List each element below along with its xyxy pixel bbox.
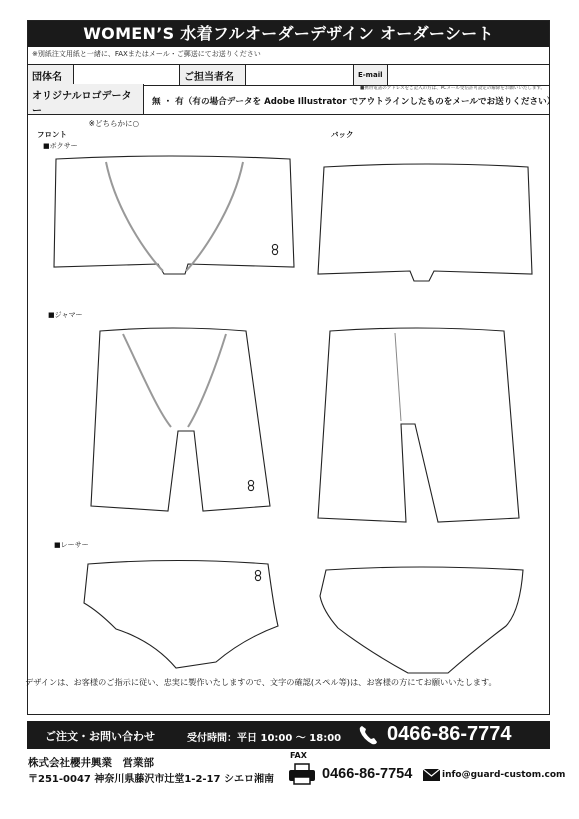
contact-person-label: ご担当者名 xyxy=(180,65,246,85)
garment-templates xyxy=(28,121,548,691)
logo-row xyxy=(28,84,556,128)
logo-options: 無 ・ 有（有の場合データを Adobe Illustrator でアウトラインしたものをメールでお送りください） xyxy=(152,97,556,107)
logo-mark-icon xyxy=(272,244,277,254)
company-address: 〒251-0047 神奈川県藤沢市辻堂1-2-17 シエロ湘南 xyxy=(28,774,274,785)
logo-mark-icon xyxy=(248,480,253,490)
info-row xyxy=(28,64,549,86)
order-sheet-frame xyxy=(27,20,556,715)
design-note: デザインは、お客様のご指示に従い、忠実に製作いたしますので、文字の確認(スペル等)は、お客様の方にてお願いいたします。 xyxy=(25,677,497,687)
fax-label: FAX xyxy=(290,751,307,760)
email-field[interactable] xyxy=(388,65,549,85)
logo-data-title: オリジナルロゴデーター xyxy=(32,91,132,117)
boxer-front-outline[interactable] xyxy=(54,156,294,274)
jammer-label: ■ジャマー xyxy=(48,311,83,319)
fax-icon xyxy=(287,763,317,785)
racer-front-outline[interactable] xyxy=(84,561,278,669)
jammer-front-outline[interactable] xyxy=(91,328,270,511)
jammer-back-outline[interactable] xyxy=(318,328,519,522)
racer-label: ■レーサー xyxy=(54,541,89,549)
logo-mark-icon xyxy=(255,570,260,580)
business-hours: 受付時間：平日 10:00 ～ 18:00 xyxy=(187,733,342,744)
contact-person-field[interactable] xyxy=(246,65,354,85)
team-name-field[interactable] xyxy=(74,65,180,85)
front-view-label: フロント xyxy=(37,130,67,139)
mobile-email-note: ■携帯電話のアドレスをご記入の方は、PCメール受信許可設定の解除をお願いいたします。 xyxy=(359,86,545,91)
back-view-label: バック xyxy=(331,130,354,139)
team-name-label: 団体名 xyxy=(28,65,74,85)
boxer-label: ■ボクサー xyxy=(43,142,78,150)
company-name: 株式会社櫻井興業 営業部 xyxy=(28,757,154,769)
phone-number[interactable]: 0466-86-7774 xyxy=(387,723,512,745)
fax-number[interactable]: 0466-86-7754 xyxy=(322,766,413,782)
page-title: WOMEN’S 水着フルオーダーデザイン オーダーシート xyxy=(28,21,549,47)
contact-email[interactable]: info@guard-custom.com xyxy=(442,770,566,780)
contact-bar xyxy=(27,721,550,749)
logo-choice-note: ※どちらかに○ xyxy=(88,119,139,128)
phone-icon xyxy=(357,724,381,746)
logo-data-field[interactable] xyxy=(144,84,556,114)
submission-note: ※別紙注文用紙と一緒に、FAXまたはメール・ご郵送にてお送りください xyxy=(32,50,261,58)
racer-back-outline[interactable] xyxy=(320,567,523,673)
boxer-back-outline[interactable] xyxy=(318,164,532,281)
mail-icon xyxy=(423,769,440,781)
logo-data-label xyxy=(28,84,144,128)
email-label: E-mail xyxy=(354,65,388,85)
contact-lead: ご注文・お問い合わせ xyxy=(45,730,155,743)
